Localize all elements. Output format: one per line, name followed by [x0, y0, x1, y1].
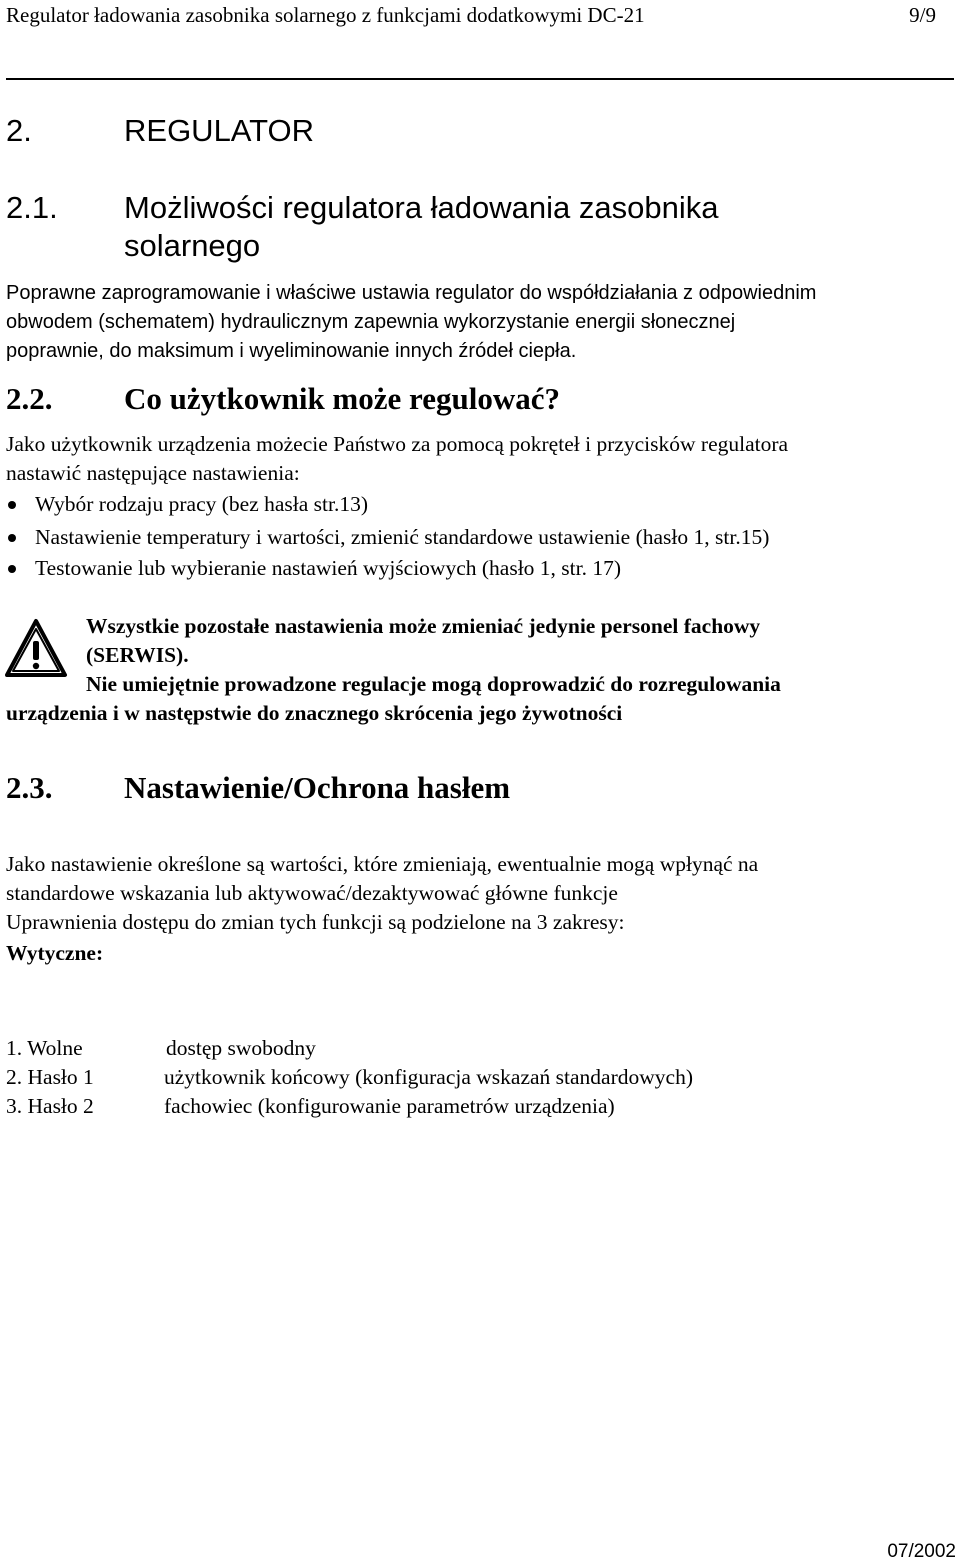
warning-text-line: Nie umiejętnie prowadzone regulacje mogą doprowadzić do rozregulowania — [86, 672, 781, 696]
section-2-1-title-line1: Możliwości regulatora ładowania zasobnika — [124, 190, 719, 225]
header-title: Regulator ładowania zasobnika solarnego z funkcjami dodatkowymi DC-21 — [6, 3, 645, 27]
section-2-3-number: 2.3. — [6, 770, 53, 805]
warning-text-line: (SERWIS). — [86, 643, 189, 667]
section-2-1-title-line2: solarnego — [124, 228, 261, 263]
section-2-2-intro-line: Jako użytkownik urządzenia możecie Państwo za pomocą pokręteł i przycisków regulatora — [6, 432, 789, 456]
access-level-description: użytkownik końcowy (konfiguracja wskazań standardowych) — [164, 1065, 693, 1089]
guidelines-label: Wytyczne: — [6, 941, 104, 965]
bullet-item: Nastawienie temperatury i wartości, zmienić standardowe ustawienie (hasło 1, str.15) — [35, 525, 770, 549]
section-2-1-paragraph-line: Poprawne zaprogramowanie i właściwe ustawia regulator do współdziałania z odpowiednim — [6, 282, 817, 304]
warning-triangle-icon — [4, 617, 68, 681]
section-2-1-number: 2.1. — [6, 190, 58, 225]
section-2-number: 2. — [6, 113, 32, 148]
access-level-description: fachowiec (konfigurowanie parametrów urządzenia) — [164, 1094, 615, 1118]
bullet-item: Testowanie lub wybieranie nastawień wyjściowych (hasło 1, str. 17) — [35, 556, 622, 580]
section-2-2-number: 2.2. — [6, 381, 53, 416]
section-2-3-paragraph-line: Jako nastawienie określone są wartości, które zmieniają, ewentualnie mogą wpłynąć na — [6, 852, 759, 876]
page-number: 9/9 — [909, 3, 936, 27]
bullet-item: Wybór rodzaju pracy (bez hasła str.13) — [35, 492, 369, 516]
warning-text-line: urządzenia i w następstwie do znacznego skrócenia jego żywotności — [6, 701, 623, 725]
access-level-description: dostęp swobodny — [166, 1036, 316, 1060]
bullet-icon — [8, 565, 16, 573]
section-2-1-paragraph-line: obwodem (schematem) hydraulicznym zapewnia wykorzystanie energii słonecznej — [6, 311, 736, 333]
bullet-icon — [8, 501, 16, 509]
access-level-name: 3. Hasło 2 — [6, 1094, 94, 1118]
section-2-title: REGULATOR — [124, 113, 315, 148]
warning-text-line: Wszystkie pozostałe nastawienia może zmieniać jedynie personel fachowy — [86, 614, 761, 638]
access-level-name: 2. Hasło 1 — [6, 1065, 94, 1089]
section-2-1-paragraph-line: poprawnie, do maksimum i wyeliminowanie innych źródeł ciepła. — [6, 340, 577, 362]
access-level-name: 1. Wolne — [6, 1036, 83, 1060]
footer-date: 07/2002 — [887, 1541, 956, 1562]
section-2-3-title: Nastawienie/Ochrona hasłem — [124, 770, 511, 805]
header-divider — [6, 78, 954, 80]
section-2-3-paragraph-line: standardowe wskazania lub aktywować/dezaktywować główne funkcje — [6, 881, 618, 905]
section-2-2-intro-line: nastawić następujące nastawienia: — [6, 461, 300, 485]
section-2-3-paragraph-line: Uprawnienia dostępu do zmian tych funkcji są podzielone na 3 zakresy: — [6, 910, 625, 934]
section-2-2-title: Co użytkownik może regulować? — [124, 381, 560, 416]
bullet-icon — [8, 534, 16, 542]
